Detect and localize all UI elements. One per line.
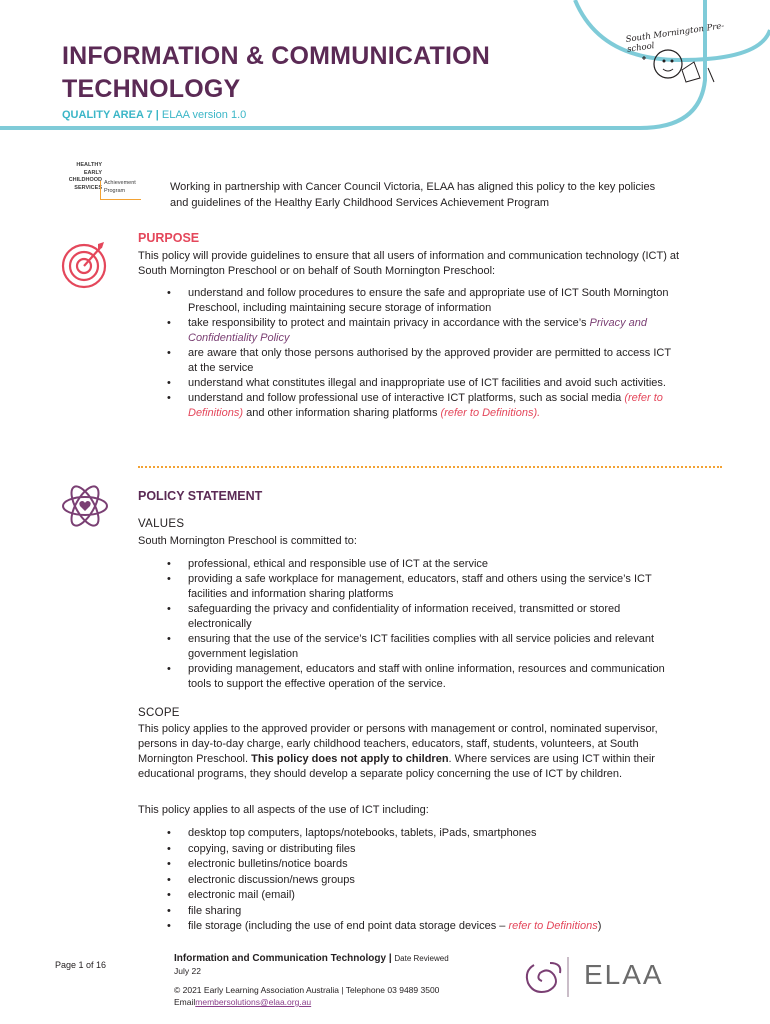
elaa-wordmark: ELAA (584, 959, 664, 990)
list-item: • desktop top computers, laptops/notebooks, tablets, iPads, smartphones (158, 826, 678, 842)
definitions-reference: (refer to Definitions) (188, 392, 663, 419)
date-reviewed-label: Date Reviewed (394, 954, 449, 963)
preschool-logo (620, 22, 730, 92)
logo-line: SERVICES (74, 184, 102, 191)
purpose-heading: PURPOSE (138, 231, 200, 245)
definitions-reference: (refer to Definitions). (440, 407, 541, 419)
page-title: INFORMATION & COMMUNICATION TECHNOLOGY (62, 42, 491, 103)
list-item (158, 391, 678, 421)
footer-policy-title: Information and Communication Technology | (174, 953, 392, 964)
list-item (158, 286, 678, 316)
values-intro: South Mornington Preschool is committed to: (138, 535, 357, 547)
email-label: Email (174, 997, 196, 1007)
policy-statement-heading: POLICY STATEMENT (138, 489, 263, 503)
scope-text: . Where services are using ICT within their educational programs, they should develop a separate policy concerning the use of ICT by children. (138, 753, 655, 780)
values-heading: VALUES (138, 518, 185, 530)
section-divider (138, 466, 722, 468)
list-item: • ensuring that the use of the service’s ICT facilities complies with all service policies and relevant government legislation (158, 632, 678, 662)
scope-heading: SCOPE (138, 707, 180, 719)
logo-line: Achievement (104, 180, 136, 186)
list-item: • electronic discussion/news groups (158, 873, 678, 889)
scope-applies-intro: This policy applies to all aspects of the use of ICT including: (138, 804, 429, 816)
logo-line: CHILDHOOD (68, 177, 102, 183)
list-item-text: take responsibility to protect and maintain privacy in accordance with the service’s (188, 317, 587, 329)
scope-paragraph (138, 722, 693, 782)
list-item-text: understand what constitutes illegal and inappropriate use of ICT facilities and avoid such activities. (188, 377, 666, 389)
scope-list (158, 826, 678, 935)
list-item: • file sharing (158, 904, 678, 920)
target-icon (60, 238, 108, 290)
list-item-text: understand and follow procedures to ensure the safe and appropriate use of ICT South Mornington Preschool, including maintaining secure storage of information (188, 287, 669, 314)
values-list (158, 557, 678, 692)
scope-emphasis: This policy does not apply to children (251, 753, 449, 765)
version-label: ELAA version 1.0 (161, 109, 247, 121)
list-item: • electronic mail (email) (158, 888, 678, 904)
purpose-list (158, 286, 678, 421)
elaa-logo (520, 953, 680, 1001)
list-item-text: understand and follow professional use of interactive ICT platforms, such as social media (188, 392, 622, 404)
purpose-intro: This policy will provide guidelines to ensure that all users of information and communication technology (ICT) at South Mornington Preschool or on behalf of South Mornington Preschool: (138, 250, 680, 277)
list-item: • providing management, educators and staff with online information, resources and communication tools to support the effective operation of the service. (158, 662, 678, 692)
list-item-text: file storage (including the use of end point data storage devices – (188, 920, 506, 932)
list-item-text: ) (597, 920, 602, 932)
copyright-line: © 2021 Early Learning Association Australia | Telephone 03 9489 3500 (174, 985, 440, 995)
email-link[interactable]: membersolutions@elaa.org.au (195, 997, 312, 1007)
list-item-text: and other information sharing platforms (246, 407, 438, 419)
list-item: • safeguarding the privacy and confidentiality of information received, transmitted or stored electronically (158, 602, 678, 632)
footer-email-line (174, 997, 311, 1007)
healthy-early-childhood-logo (60, 162, 144, 206)
quality-area-label: QUALITY AREA 7 (62, 109, 153, 121)
list-item: • professional, ethical and responsible use of ICT at the service (158, 557, 678, 572)
elaa-swirl-icon (520, 955, 576, 999)
list-item (158, 346, 678, 376)
scope-text: This policy applies to the approved provider or persons with management or control, nominated supervisor, persons in day-to-day charge, early childhood teachers, educators, staff, students, volunteers, at South Mornington Preschool. (138, 723, 658, 765)
quality-area-separator: | (155, 109, 159, 121)
page-number: Page 1 of 16 (55, 960, 107, 970)
logo-line: HEALTHY (76, 162, 102, 168)
logo-line: Program (104, 188, 126, 194)
date-reviewed: July 22 (174, 966, 201, 976)
list-item (158, 376, 678, 391)
logo-line: EARLY (83, 169, 102, 176)
list-item (158, 919, 678, 935)
footer-title (174, 953, 449, 964)
preschool-logo-text: South Mornington Pre-school (625, 21, 725, 55)
atom-heart-icon (60, 480, 110, 532)
list-item (158, 316, 678, 346)
list-item: • electronic bulletins/notice boards (158, 857, 678, 873)
privacy-policy-reference: Privacy and Confidentiality Policy (188, 317, 647, 344)
list-item: • copying, saving or distributing files (158, 842, 678, 858)
partnership-statement: Working in partnership with Cancer Council Victoria, ELAA has aligned this policy to the key policies and guidelines of the Healthy Early Childhood Services Achievement Program (170, 181, 656, 209)
quality-area-line (62, 109, 246, 121)
list-item: • providing a safe workplace for management, educators, staff and others using the service’s ICT facilities and information sharing platforms (158, 572, 678, 602)
list-item-text: are aware that only those persons authorised by the approved provider are permitted to access ICT at the service (188, 347, 671, 374)
definitions-reference: refer to Definitions (508, 920, 598, 932)
